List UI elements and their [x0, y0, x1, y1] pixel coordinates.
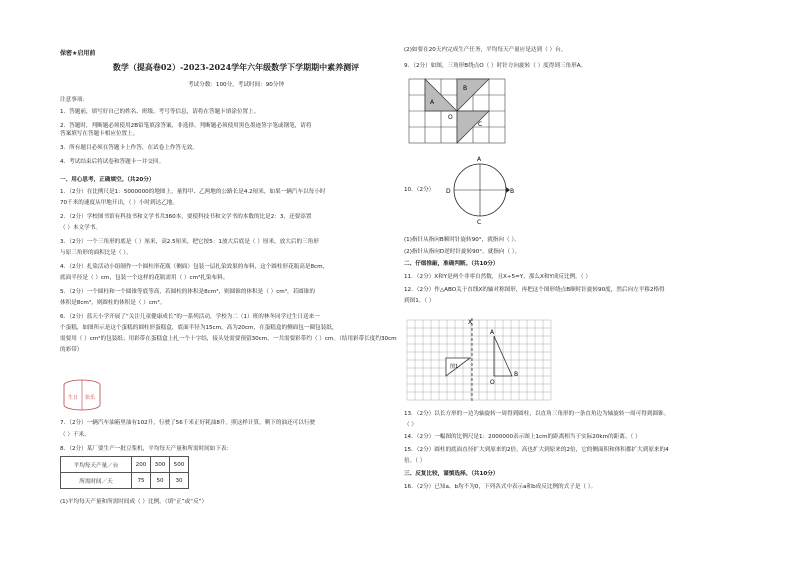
q1-line2: 70千米的速度从甲地开出，（ ）小时到达乙地。 — [60, 200, 178, 206]
q10-answers — [404, 236, 744, 305]
q10b-line: (2)指针从指向D逆时针旋转90°，就指向（ ）。 — [404, 249, 521, 255]
cake-box-figure — [60, 378, 104, 412]
q7-block — [60, 419, 400, 453]
q10a-line: (1)指针从指向B顺时针旋转90°，就指向（ ）。 — [404, 237, 520, 243]
note-4: 4．考试结束后将试卷和答题卡一并交回。 — [60, 159, 165, 165]
table-cell: 50 — [151, 473, 170, 489]
q4-line2: 底面半径是（ ）cm，包装一个这样的花瓶需用（ ）cm²扎染布料。 — [60, 275, 229, 281]
table-cell: 30 — [170, 473, 189, 489]
note-2b: 答案填写在答题卡相应位置上。 — [60, 131, 139, 137]
q5-line2: 体积是8cm³，则圆柱的体积是（ ）cm³。 — [60, 300, 166, 306]
fig12-label-b: B — [514, 371, 519, 378]
q3-line1: 3．（2分）一个三角形的底是（ ）厘米，高2.5厘米，把它按5：1放大后底是（ ）厘米，放大后的三角形 — [60, 239, 319, 245]
table-cell: 所需时间／天 — [61, 473, 132, 489]
section-1-title: 一、用心思考，正确填空。（共20分） — [60, 177, 155, 183]
fig9-label-o: O — [448, 114, 453, 121]
cake-text-right: 快乐 — [85, 395, 96, 401]
fig9-label-b: B — [463, 85, 468, 92]
exam-subtitle: 考试分数：100分，考试时间：90分钟 — [187, 82, 285, 88]
q15-line2: 倍。（ ） — [404, 458, 426, 464]
q3-line2: 与原三角形的面积比是（ ）。 — [60, 250, 132, 256]
q7-line1: 7．（2分）一辆汽车油箱里油有102升，行驶了56千米正好耗油8升。照这样计算，剩下的油还可以行驶 — [60, 420, 316, 426]
q14-line: 14．（2分）一幅图的比例尺是1：2000000表示图上1cm的距离相当于实际20km的距离。（ ） — [404, 434, 641, 440]
section-2-title: 二、仔细推敲，准确判断。（共10分） — [404, 261, 499, 267]
q13-q16-block — [404, 410, 744, 491]
table-cell: 平均每天产量／台 — [61, 457, 132, 473]
q6-line3: 需要用（ ）cm²的包装纸；用彩带在蛋糕盒上扎一个十字结，接头处需要预留30cm，一共需要彩带约（ ）cm。（结用彩带长度约30cm — [60, 336, 397, 342]
table-cell: 500 — [170, 457, 189, 473]
confidential-label: 保密★启用前 — [60, 50, 96, 57]
pointer-dial-figure — [446, 154, 516, 226]
section-1 — [60, 176, 400, 354]
note-1: 1．答题前，填写好自己的姓名、班级、考号等信息，请将在答题卡填涂位置上。 — [60, 109, 260, 115]
section-3-title: 三、反复比较，谨慎选择。（共10分） — [404, 471, 499, 477]
fig12-label-a: A — [490, 329, 495, 336]
q9-line: 9．（2分）如图，三角形B绕点O（ ）时针方向旋转（ ）度得到三角形A。 — [404, 63, 587, 69]
symmetry-grid-figure — [406, 318, 552, 402]
fig10-label-a: A — [477, 156, 482, 163]
q12-line1: 12．（2分）作△ABO关于直线X的轴对称图形，再把这个图形绕点B顺时针旋转90度，然后向左平移2格得 — [404, 287, 665, 293]
fig10-label-c: C — [477, 219, 482, 226]
notes-block — [60, 96, 400, 166]
q8b-line: (2)如要在20天内完成生产任务，平均每天产量应是达到（ ）台。 — [404, 47, 567, 53]
fig9-label-a: A — [430, 99, 435, 106]
cake-text-left: 生日 — [68, 395, 79, 401]
q2-line1: 2．（2分）学校图书馆有科技书和文学书共360本，要使科技书和文学书的本数的比是2：3，还要添置 — [60, 214, 312, 220]
exam-title: 数学（提高卷02）-2023-2024学年六年级数学下学期期中素养测评 — [112, 62, 360, 72]
rotation-grid-figure — [408, 78, 506, 146]
q2-line2: （ ）本文学书。 — [60, 225, 101, 231]
q7-line2: （ ）千米。 — [60, 432, 90, 438]
q15-line1: 15．（2分）圆柱的底面直径扩大到原来的2倍，高也扩大到原来的2倍，它的侧面积和体积都扩大到原来的4 — [404, 447, 669, 453]
q1-line1: 1．（2分）在比例尺是1：5000000的地图上，量得甲、乙两地的公路长是4.2厘米，如果一辆汽车以每小时 — [60, 189, 326, 195]
fig9-label-c: C — [478, 121, 483, 128]
q11-line: 11．（2分）X和Y是两个非零自然数，且X÷5=Y，那么X和Y成反比例。（ ） — [404, 274, 591, 280]
table-cell: 200 — [132, 457, 151, 473]
table-row — [61, 457, 189, 473]
q10-label: 10．（2分） — [404, 187, 435, 193]
q13-line2: （ ） — [404, 422, 417, 428]
q12-line2: 到图1。（ ） — [404, 298, 435, 304]
fig12-label-x: X — [468, 319, 473, 326]
production-table — [60, 456, 189, 489]
q6-line4: 的彩带） — [60, 347, 83, 353]
note-3: 3．所有题目必须在答题卡上作答，在试卷上作答无效。 — [60, 145, 198, 151]
q8-line: 8．（2分）某厂要生产一批豆浆机，平均每天产量和所需时间如下表： — [60, 446, 233, 452]
fig10-label-b: B — [510, 188, 515, 195]
table-cell: 300 — [151, 457, 170, 473]
q8a-line: (1)平均每天产量和所需时间成（ ）比例。（填“正”或“反”） — [60, 499, 208, 505]
table-cell: 75 — [132, 473, 151, 489]
fig10-label-d: D — [446, 188, 451, 195]
q6-line1: 6．（2分）蓝天小学开展了“关注儿童健康成长”的一系列活动，学校为二（1）班的林冬同学过生日送来一 — [60, 314, 320, 320]
fig12-label-o: O — [490, 379, 495, 386]
note-2: 2．答题时，判断题必须使用2B铅笔填涂答案，非选择、判断题必须使用黑色墨迹签字笔或钢笔，请将 — [60, 123, 312, 129]
q5-line1: 5．（2分）一个圆柱和一个圆锥等底等高，若圆柱的体积是8cm³，则圆锥的体积是（ ）cm³，若圆锥的 — [60, 289, 315, 295]
q6-line2: 个蛋糕，如图所示是这个蛋糕的圆柱形蛋糕盒，底面半径为15cm，高为20cm，在蛋糕盒的侧面包一圈包装纸， — [60, 325, 338, 331]
notes-title: 注意事项： — [60, 97, 88, 103]
q16-line: 16．（2分）已知a、b均不为0，下列各式中表示a和b成反比例的式子是（ ）。 — [404, 484, 597, 490]
q4-line1: 4．（2分）扎染活动小组制作一个圆柱形花瓶（侧面）包装一层扎染效果的布料，这个圆柱形花瓶高是8cm， — [60, 264, 329, 270]
fig12-label-figure1: 图1 — [450, 364, 459, 370]
q13-line: 13．（2分）以长方形的一边为轴旋转一周得到圆柱，以直角三角形的一条直角边为轴旋转一周可得到圆锥。 — [404, 411, 670, 417]
table-row — [61, 473, 189, 489]
